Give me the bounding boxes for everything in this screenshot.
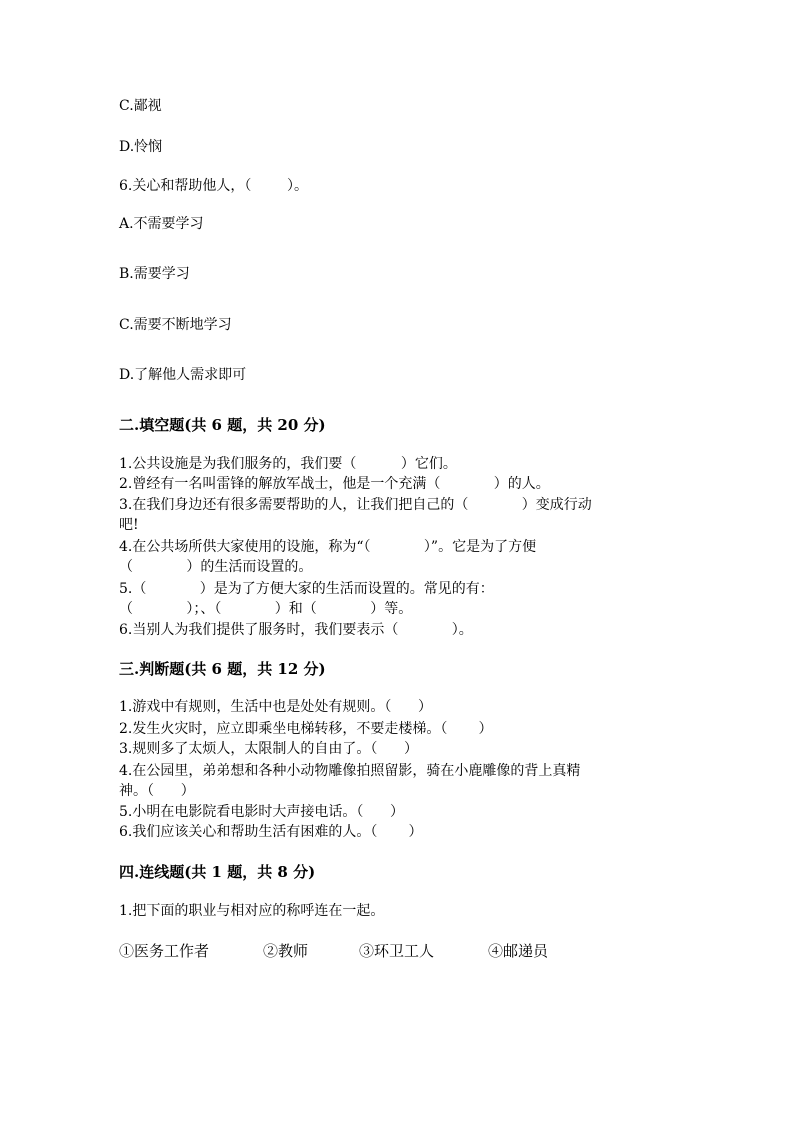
occupation-2: ②教师 [263, 942, 309, 960]
fill-item-5-cont: （ ）；、（ ）和（ ）等。 [119, 601, 413, 617]
judge-item-4: 4.在公园里，弟弟想和各种小动物雕像拍照留影，骑在小鹿雕像的背上真精 [119, 763, 581, 779]
fill-item-3: 3.在我们身边还有很多需要帮助的人，让我们把自己的（ ）变成行动 [119, 497, 592, 513]
q6-option-b: B.需要学习 [119, 266, 190, 282]
fill-item-4: 4.在公共场所供大家使用的设施，称为“（ ）”。它是为了方便 [119, 539, 537, 555]
occupation-4: ④邮递员 [488, 942, 549, 960]
judge-item-2: 2.发生火灾时，应立即乘坐电梯转移，不要走楼梯。（ ） [119, 721, 493, 737]
match-question: 1.把下面的职业与相对应的称呼连在一起。 [119, 903, 385, 919]
section4-title: 四.连线题(共 1 题，共 8 分) [119, 863, 316, 881]
q6-option-a: A.不需要学习 [119, 216, 204, 232]
q6-option-c: C.需要不断地学习 [119, 317, 232, 333]
fill-item-1: 1.公共设施是为我们服务的，我们要（ ）它们。 [119, 456, 457, 472]
fill-item-6: 6.当别人为我们提供了服务时，我们要表示（ ）。 [119, 622, 473, 638]
fill-item-2: 2.曾经有一名叫雷锋的解放军战士，他是一个充满（ ）的人。 [119, 476, 550, 492]
fill-item-3-cont: 吧! [119, 517, 139, 533]
q6-option-d: D.了解他人需求即可 [119, 367, 247, 383]
judge-item-1: 1.游戏中有规则，生活中也是处处有规则。（ ） [119, 699, 433, 715]
judge-item-5: 5.小明在电影院看电影时大声接电话。（ ） [119, 804, 405, 820]
occupation-1: ①医务工作者 [119, 942, 210, 960]
fill-item-5: 5.（ ）是为了方便大家的生活而设置的。常见的有： [119, 581, 494, 597]
occupation-3: ③环卫工人 [359, 942, 435, 960]
judge-item-3: 3.规则多了太烦人，太限制人的自由了。（ ） [119, 741, 419, 757]
judge-item-6: 6.我们应该关心和帮助生活有困难的人。（ ） [119, 824, 423, 840]
q5-option-d: D.怜悯 [119, 139, 163, 155]
q6-stem: 6.关心和帮助他人，（ ）。 [119, 178, 308, 194]
section2-title: 二.填空题(共 6 题，共 20 分) [119, 416, 326, 434]
q5-option-c: C.鄙视 [119, 98, 162, 114]
fill-item-4-cont: （ ）的生活而设置的。 [119, 559, 313, 575]
section3-title: 三.判断题(共 6 题，共 12 分) [119, 660, 326, 678]
judge-item-4-cont: 神。（ ） [119, 783, 195, 799]
